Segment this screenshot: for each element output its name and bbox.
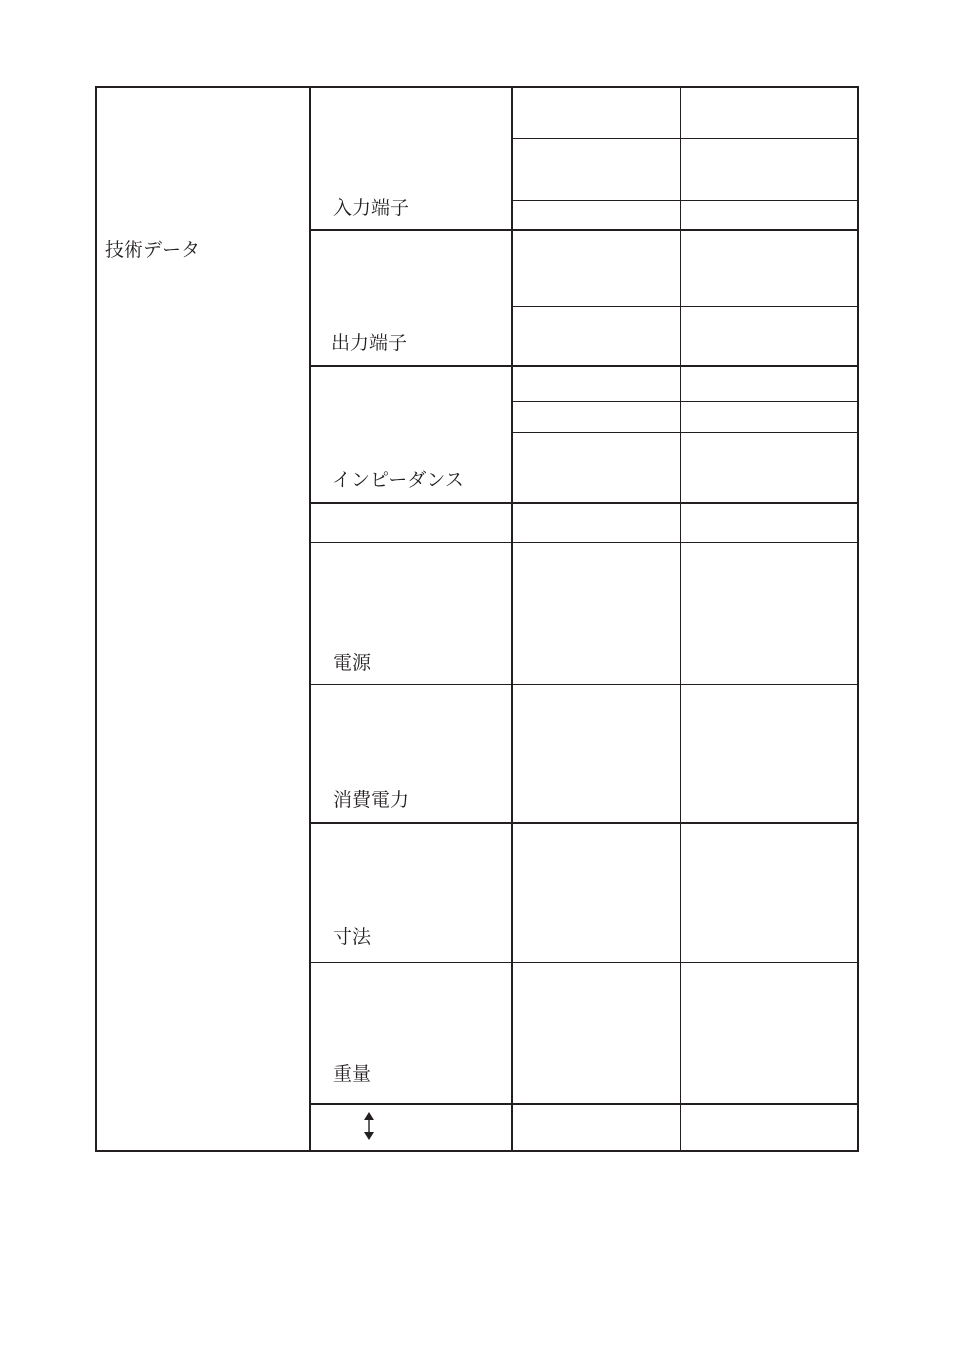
up-down-arrow-icon <box>362 1112 376 1140</box>
row-label-power-supply: 電源 <box>333 652 372 674</box>
subrow-divider-impedance-2 <box>511 432 859 433</box>
row-label-power-consumption: 消費電力 <box>333 789 410 811</box>
row-label-dimensions: 寸法 <box>333 926 372 948</box>
row-divider-output <box>309 365 859 367</box>
row-label-weight: 重量 <box>333 1063 372 1085</box>
row-divider-impedance <box>309 502 859 504</box>
column-divider-2 <box>511 86 513 1152</box>
row-divider-input <box>309 229 859 231</box>
table-border-left <box>95 86 97 1152</box>
row-divider-power <box>309 684 859 685</box>
row-label-input-terminals: 入力端子 <box>333 197 410 219</box>
row-label-output-terminals: 出力端子 <box>331 332 408 354</box>
subrow-divider-input-1 <box>511 138 859 139</box>
row-divider-weight <box>309 1103 859 1105</box>
row-divider-consumption <box>309 822 859 824</box>
column-divider-1 <box>309 86 311 1152</box>
row-label-impedance: インピーダンス <box>332 469 464 491</box>
subrow-divider-output-1 <box>511 306 859 307</box>
row-divider-dimensions <box>309 962 859 963</box>
row-divider-blank <box>309 542 859 543</box>
table-border-bottom <box>95 1150 859 1152</box>
subrow-divider-impedance-1 <box>511 401 859 402</box>
section-label: 技術データ <box>105 239 201 261</box>
column-divider-3 <box>680 86 681 1152</box>
table-border-right <box>857 86 859 1152</box>
subrow-divider-input-2 <box>511 200 859 201</box>
table-border-top <box>95 86 859 88</box>
